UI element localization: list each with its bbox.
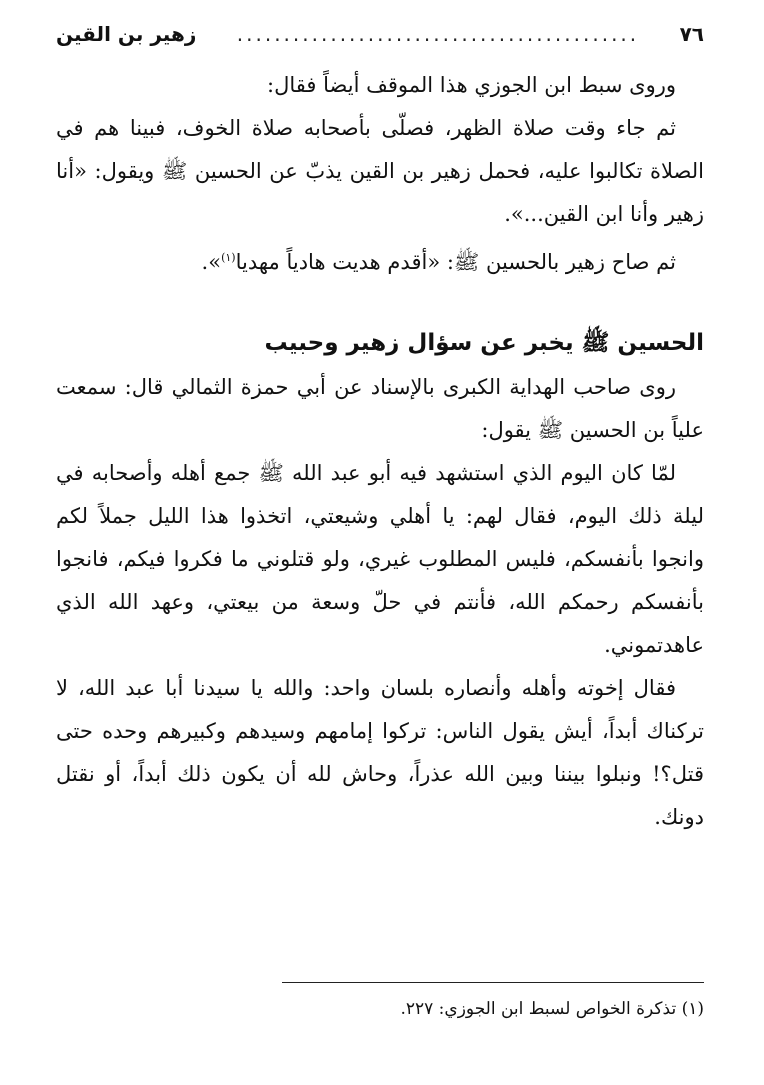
header-leader-dots: ...........................................: [236, 22, 640, 46]
running-header: [56, 22, 704, 64]
footnote-ref[interactable]: (١): [221, 251, 236, 264]
book-page: [56, 22, 704, 1062]
running-title: زهير بن القين: [56, 22, 197, 46]
paragraph-shout: [56, 236, 704, 284]
paragraph-reply: فقال إخوته وأهله وأنصاره بلسان واحد: والله يا سيدنا أبا عبد الله، لا تركناك أبداً، أيش يقول الناس: تركوا إمامهم وسيدهم وكبيرهم وحده حتى قتل؟! ونبلوا بيننا وبين الله عذراً، وحاش لله أن يكون ذلك أبداً، أو نقتل دونك.: [56, 676, 704, 829]
paragraph-intro: وروى سبط ابن الجوزي هذا الموقف أيضاً فقال:: [267, 73, 676, 97]
shout-close: ».: [201, 250, 222, 274]
paragraph-battle: ثم جاء وقت صلاة الظهر، فصلّى بأصحابه صلاة الخوف، فبينا هم في الصلاة تكالبوا عليه، فحمل زهير بن القين يذبّ عن الحسين ﷺ ويقول: «أنا زهير وأنا ابن القين...».: [56, 116, 704, 226]
shout-text: ثم صاح زهير بالحسين ﷺ: «أقدم هديت هادياً مهديا: [235, 250, 676, 274]
section-heading: الحسين ﷺ يخبر عن سؤال زهير وحبيب: [264, 330, 704, 356]
paragraph-narration: روى صاحب الهداية الكبرى بالإسناد عن أبي حمزة الثمالي قال: سمعت علياً بن الحسين ﷺ يقول:: [56, 375, 704, 442]
footnote-divider: [282, 982, 704, 983]
paragraph-speech: لمّا كان اليوم الذي استشهد فيه أبو عبد الله ﷺ جمع أهله وأصحابه في ليلة ذلك اليوم، فقال لهم: يا أهلي وشيعتي، اتخذوا هذا الليل جملاً لكم وانجوا بأنفسكم، فليس المطلوب غيري، ولو قتلوني ما فكروا فيكم، فانجوا بأنفسكم رحمكم الله، فأنتم في حلّ وسعة من بيعتي، وعهد الله الذي عاهدتموني.: [56, 461, 704, 657]
footnote: (١) تذكرة الخواص لسبط ابن الجوزي: ٢٢٧.: [400, 999, 704, 1019]
page-number: ٧٦: [679, 22, 704, 46]
